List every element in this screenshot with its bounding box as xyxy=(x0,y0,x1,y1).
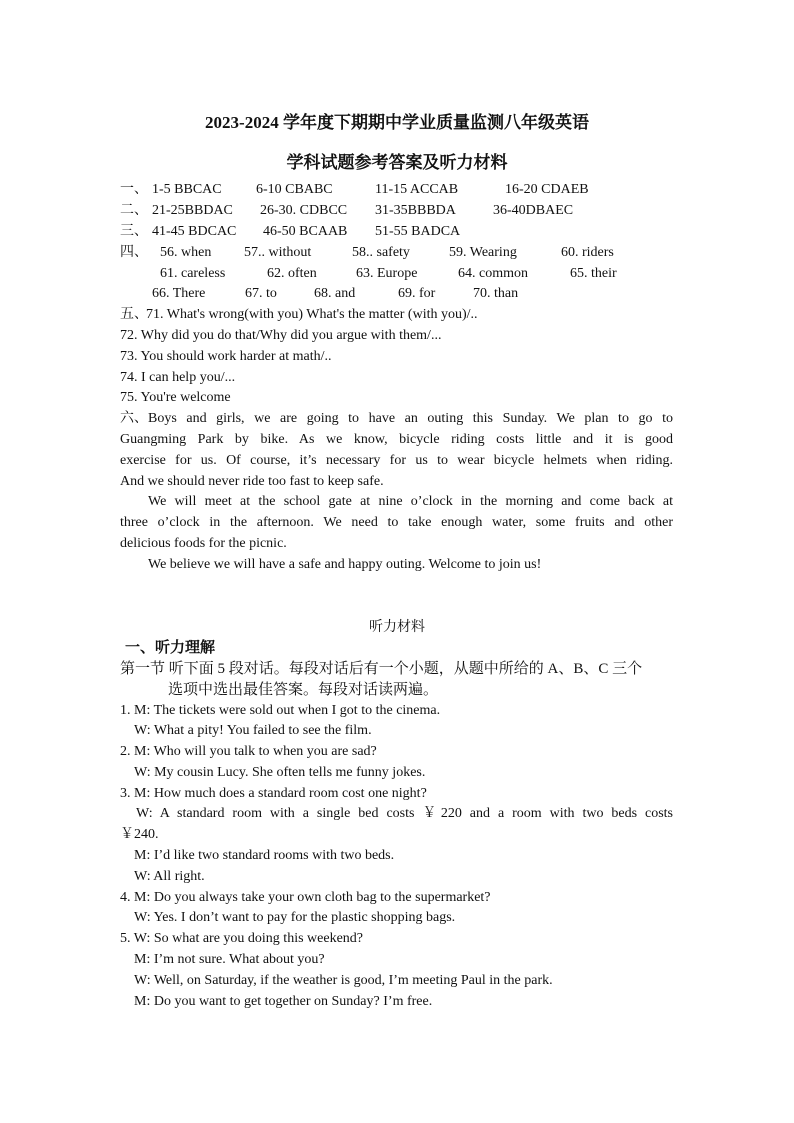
dialogue-line: W: Yes. I don’t want to pay for the plastic shopping bags. xyxy=(134,910,456,925)
dialogue-line: W: All right. xyxy=(134,869,205,884)
page-subtitle: 学科试题参考答案及听力材料 xyxy=(286,153,508,172)
part-label: 二、 xyxy=(120,203,148,218)
dialogue-line: 3. M: How much does a standard room cost one night? xyxy=(120,786,427,801)
page-title: 2023-2024 学年度下期期中学业质量监测八年级英语 xyxy=(205,113,589,132)
answer-item: 59. Wearing xyxy=(449,245,517,260)
answer-sentence: 71. What's wrong(with you) What's the matter (with you)/.. xyxy=(146,307,478,322)
dialogue-line: W: What a pity! You failed to see the film. xyxy=(134,723,372,738)
answer-group: 1-5 BBCAC xyxy=(152,182,222,197)
instruction-text: 第一节 听下面 5 段对话。每段对话后有一个小题，从题中所给的 A、B、C 三个 xyxy=(120,661,643,677)
answer-item: 70. than xyxy=(473,286,519,301)
listening-heading: 听力材料 xyxy=(369,620,425,635)
answer-item: 64. common xyxy=(458,266,528,281)
answer-group: 46-50 BCAAB xyxy=(263,224,348,239)
answer-item: 58.. safety xyxy=(352,245,410,260)
dialogue-line: W: Well, on Saturday, if the weather is good, I’m meeting Paul in the park. xyxy=(134,973,553,988)
answer-group: 51-55 BADCA xyxy=(375,224,461,239)
answer-group: 31-35BBBDA xyxy=(375,203,456,218)
answer-group: 36-40DBAEC xyxy=(493,203,574,218)
answer-item: 56. when xyxy=(160,245,212,260)
answer-item: 61. careless xyxy=(160,266,226,281)
dialogue-line: 1. M: The tickets were sold out when I got to the cinema. xyxy=(120,703,441,718)
answer-item: 57.. without xyxy=(244,245,312,260)
dialogue-line: 5. W: So what are you doing this weekend? xyxy=(120,931,364,946)
part-label: 三、 xyxy=(120,224,148,239)
answer-group: 21-25BBDAC xyxy=(152,203,233,218)
essay-line: exercise for us. Of course, it’s necessary for us to wear bicycle helmets when riding. xyxy=(120,453,673,468)
answer-sentence: 74. I can help you/... xyxy=(120,370,236,385)
dialogue-line: M: Do you want to get together on Sunday? I’m free. xyxy=(134,994,433,1009)
dialogue-line: W: My cousin Lucy. She often tells me funny jokes. xyxy=(134,765,426,780)
instruction-text: 选项中选出最佳答案。每段对话读两遍。 xyxy=(168,682,439,698)
essay-line: Guangming Park by bike. As we know, bicycle riding costs little and it is good xyxy=(120,432,673,447)
dialogue-line: 2. M: Who will you talk to when you are sad? xyxy=(120,744,377,759)
part-label: 一、 xyxy=(120,182,148,197)
answer-item: 62. often xyxy=(267,266,317,281)
answer-sentence: 72. Why did you do that/Why did you argue with them/... xyxy=(120,328,442,343)
essay-line: And we should never ride too fast to keep safe. xyxy=(120,474,384,489)
essay-line: three o’clock in the afternoon. We need to take enough water, some fruits and other xyxy=(120,515,673,530)
answer-group: 11-15 ACCAB xyxy=(375,182,459,197)
part-label: 六、 xyxy=(120,411,148,426)
answer-item: 69. for xyxy=(398,286,436,301)
answer-group: 6-10 CBABC xyxy=(256,182,333,197)
answer-group: 41-45 BDCAC xyxy=(152,224,237,239)
answer-item: 66. There xyxy=(152,286,206,301)
answer-item: 68. and xyxy=(314,286,356,301)
answer-item: 67. to xyxy=(245,286,277,301)
answer-sentence: 75. You're welcome xyxy=(120,390,231,405)
section-title: 一、听力理解 xyxy=(125,640,216,656)
part-label: 五、 xyxy=(120,307,148,322)
dialogue-line: W: A standard room with a single bed costs ￥220 and a room with two beds costs xyxy=(136,806,673,821)
answer-item: 65. their xyxy=(570,266,617,281)
essay-line: We believe we will have a safe and happy outing. Welcome to join us! xyxy=(148,557,542,572)
dialogue-line: 4. M: Do you always take your own cloth bag to the supermarket? xyxy=(120,890,491,905)
dialogue-line: ￥240. xyxy=(120,827,159,842)
dialogue-line: M: I’d like two standard rooms with two beds. xyxy=(134,848,395,863)
essay-line: We will meet at the school gate at nine o’clock in the morning and come back at xyxy=(148,494,673,509)
dialogue-line: M: I’m not sure. What about you? xyxy=(134,952,325,967)
answer-item: 63. Europe xyxy=(356,266,418,281)
part-label: 四、 xyxy=(120,245,148,260)
essay-line: Boys and girls, we are going to have an outing this Sunday. We plan to go to xyxy=(148,411,673,426)
answer-group: 26-30. CDBCC xyxy=(260,203,348,218)
answer-sentence: 73. You should work harder at math/.. xyxy=(120,349,332,364)
answer-group: 16-20 CDAEB xyxy=(505,182,589,197)
answer-item: 60. riders xyxy=(561,245,614,260)
essay-line: delicious foods for the picnic. xyxy=(120,536,287,551)
